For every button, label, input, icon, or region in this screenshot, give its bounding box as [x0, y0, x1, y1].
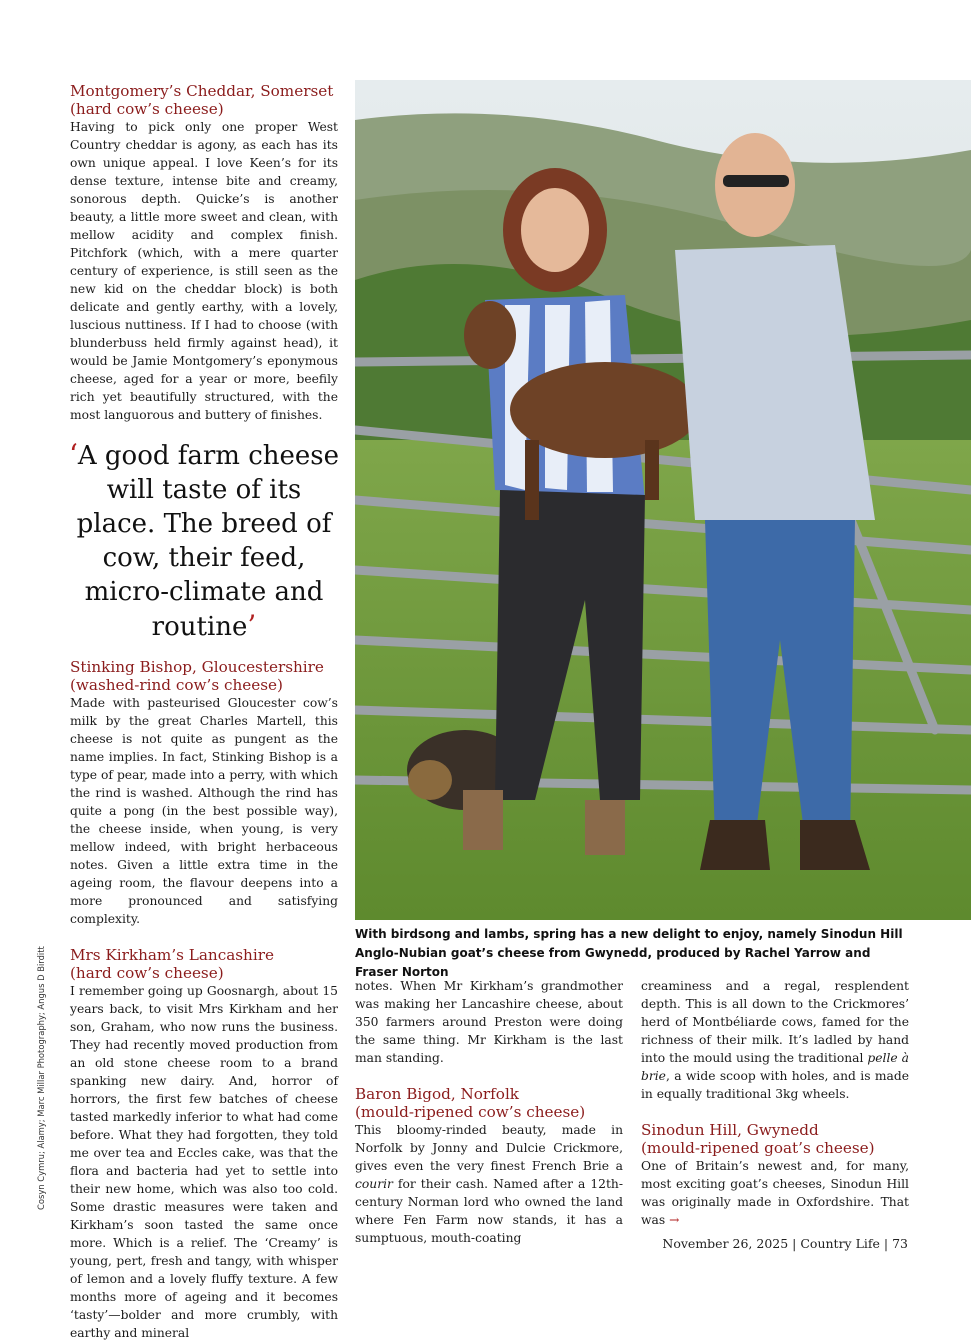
- lancashire-body-part1: I remember going up Goosnargh, about 15 years back, to visit Mrs Kirkham and her son, Graham, who now runs the business. They had recently moved production from an old stone cheese room to a brand spanking new dairy. And, horror of horrors, the first few batches of cheese tasted markedly inferior to what had come before. What they had forgotten, they told me over tea and Eccles cake, was that the flora and bacteria had yet to settle into their new home, which was also too cold. Some drastic measures were taken and Kirkham’s soon tasted the same once more. Which is a relief. The ‘Creamy’ is young, pert, fresh and tangy, with whisper of lemon and a lovely fluffy texture. A few months more of ageing and it becomes ‘tasty’—bolder and more crumbly, with earthy and mineral: [70, 984, 338, 1340]
- baron-bigod-text-1: This bloomy-rinded beauty, made in Norfolk by Jonny and Dulcie Crickmore, gives even the very finest French Brie a: [355, 1123, 623, 1173]
- lancashire-heading: Mrs Kirkham’s Lancashire: [70, 946, 274, 964]
- baron-bigod-text-2: for their cash. Named after a 12th-century Norman lord who owned the land where Fen Farm now stands, it has a sumptuous, mouth-coating: [355, 1177, 623, 1245]
- sinodun-heading: Sinodun Hill, Gwynedd: [641, 1121, 819, 1139]
- quote-open-mark: ‘: [68, 438, 78, 471]
- photo-caption: With birdsong and lambs, spring has a new delight to enjoy, namely Sinodun Hill Anglo-Nubian goat’s cheese from Gwynedd, produced by Rachel Yarrow and Fraser Norton: [355, 927, 903, 979]
- sinodun-text: One of Britain’s newest and, for many, most exciting goat’s cheeses, Sinodun Hill was originally made in Oxfordshire. That was: [641, 1159, 909, 1227]
- stinking-bishop-heading: Stinking Bishop, Gloucestershire: [70, 658, 324, 676]
- baron-bigod-heading: Baron Bigod, Norfolk: [355, 1085, 520, 1103]
- stinking-bishop-body: Made with pasteurised Gloucester cow’s milk by the great Charles Martell, this cheese is not quite as pungent as the name implies. In fact, Stinking Bishop is a type of pear, made into a perry, with which the rind is washed. Although the rind has quite a pong (in the best possible way), the cheese inside, when young, is very mellow indeed, with bright herbaceous notes. Given a little extra time in the ageing room, the flavour deepens into a more pronounced and satisfying complexity.: [70, 696, 338, 926]
- quote-text: A good farm cheese will taste of its place. The breed of cow, their feed, micro-climate and routine: [76, 441, 340, 642]
- baron-bigod-cont-text-2: , a wide scoop with holes, and is made in equally traditional 3kg wheels.: [641, 1069, 909, 1101]
- issue-date: November 26, 2025: [662, 1236, 789, 1251]
- page-number: 73: [892, 1236, 908, 1251]
- column-right: [641, 977, 909, 1229]
- sinodun-subheading: (mould-ripened goat’s cheese): [641, 1139, 875, 1157]
- column-left: [70, 82, 338, 1342]
- stinking-bishop-subheading: (washed-rind cow’s cheese): [70, 676, 283, 694]
- baron-bigod-italic: courir: [355, 1177, 393, 1191]
- column-middle: [355, 977, 623, 1247]
- lancashire-subheading: (hard cow’s cheese): [70, 964, 224, 982]
- cheddar-subheading: (hard cow’s cheese): [70, 100, 224, 118]
- photo-credit: Cosyn Cymru; Alamy; Marc Millar Photography; Angus D Birditt: [36, 946, 46, 1210]
- baron-bigod-cont-text-1: creaminess and a regal, resplendent depth. This is all down to the Crickmores’ herd of Montbéliarde cows, famed for the richness of their milk. It’s ladled by hand into the mould using the traditional: [641, 979, 909, 1065]
- baron-bigod-body: [355, 1121, 623, 1247]
- baron-bigod-subheading: (mould-ripened cow’s cheese): [355, 1103, 586, 1121]
- lancashire-body-part2: notes. When Mr Kirkham’s grandmother was making her Lancashire cheese, about 350 farmers around Preston were doing the same thing. Mr Kirkham is the last man standing.: [355, 979, 623, 1065]
- magazine-name: Country Life: [800, 1236, 880, 1251]
- continue-arrow-icon: →: [669, 1213, 680, 1227]
- cheddar-heading: Montgomery’s Cheddar, Somerset: [70, 82, 334, 100]
- sinodun-body: [641, 1157, 909, 1229]
- pull-quote: [66, 438, 342, 644]
- baron-bigod-body-continued: [641, 977, 909, 1103]
- cheddar-body: Having to pick only one proper West Country cheddar is agony, as each has its own unique appeal. I love Keen’s for its dense texture, intense bite and creamy, sonorous depth. Quicke’s is another beauty, a little more sweet and clean, with mellow acidity and complex finish. Pitchfork (which, with a mere quarter century of experience, is still seen as the new kid on the cheddar block) is both delicate and gently earthy, with a lovely, luscious nuttiness. If I had to choose (with blunderbuss held firmly against head), it would be Jamie Montgomery’s eponymous cheese, aged for a year or more, beefily rich yet beautifully structured, with the most languorous and buttery of finishes.: [70, 120, 338, 422]
- quote-close-mark: ’: [247, 609, 257, 642]
- baron-bigod-cont-italic: pelle à brie: [641, 1051, 909, 1083]
- photo-illustration: [355, 80, 971, 920]
- page-folio: November 26, 2025 | Country Life | 73: [662, 1236, 908, 1251]
- farm-photo: [355, 80, 971, 920]
